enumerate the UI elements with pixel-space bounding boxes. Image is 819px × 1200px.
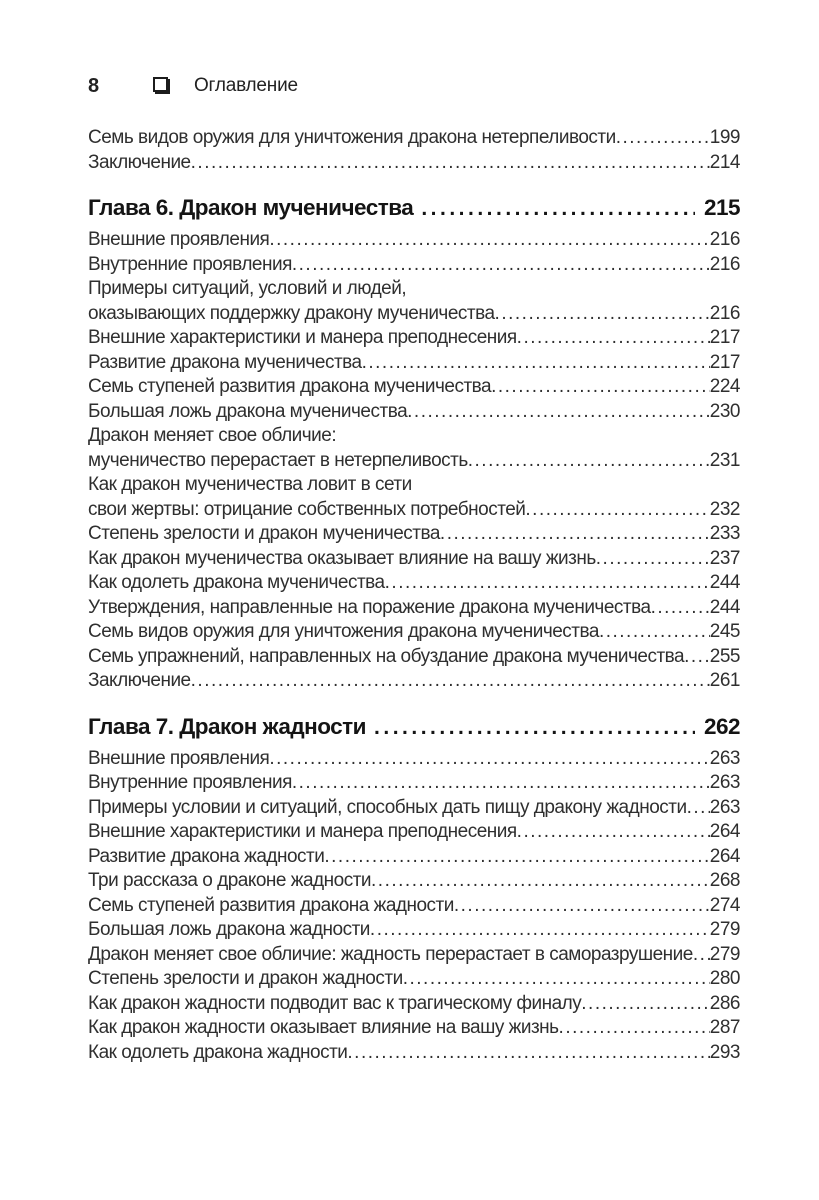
entry-label: Заключение: [88, 670, 191, 691]
dot-leader: [651, 596, 710, 621]
toc-entry-row: [88, 277, 740, 302]
entry-page: 255: [709, 645, 740, 667]
toc-entry-row: [88, 326, 740, 351]
entries-block: [88, 228, 740, 694]
dot-leader: [421, 193, 695, 224]
toc-entry-row: [88, 449, 740, 474]
entry-label: Семь ступеней развития дракона мученичества: [88, 376, 492, 397]
entry-label: Дракон меняет свое обличие: жадность перерастает в саморазрушение: [88, 943, 693, 965]
entry-label: Как одолеть дракона мученичества: [88, 572, 385, 593]
toc-entry-row: [88, 522, 740, 547]
dot-leader: [407, 400, 710, 425]
dot-leader: [374, 712, 695, 743]
chapter-page: 215: [703, 195, 740, 220]
toc-entry-row: [88, 1041, 740, 1066]
entry-page: 233: [709, 523, 740, 544]
chapter-label: Глава 6. Дракон мученичества: [88, 195, 414, 220]
entry-page: 214: [709, 151, 740, 173]
entry-page: 230: [709, 400, 740, 422]
entry-page: 244: [709, 596, 740, 618]
dot-leader: [191, 151, 710, 176]
entry-label: Внешние характеристики и манера преподнесения: [88, 327, 517, 348]
toc-entry-row: [88, 351, 740, 376]
dot-leader: [403, 967, 710, 992]
chapter-label: Глава 7. Дракон жадности: [88, 713, 367, 739]
entry-label: свои жертвы: отрицание собственных потребностей: [88, 498, 526, 520]
toc-entry-row: [88, 424, 740, 449]
entry-label: Примеры условии и ситуаций, способных дать пищу дракону жадности: [88, 796, 687, 818]
toc-entry-row: [88, 547, 740, 572]
entry-page: 237: [709, 547, 740, 569]
toc-entry-row: [88, 228, 740, 253]
toc-entry-row: [88, 669, 740, 694]
entry-label: Степень зрелости и дракон жадности: [88, 968, 403, 989]
dot-leader: [324, 845, 709, 870]
entry-label: Семь видов оружия для уничтожения дракона нетерпеливости: [88, 127, 616, 148]
entry-page: 264: [709, 845, 740, 867]
entry-label: Внешние проявления: [88, 229, 270, 250]
dot-leader: [468, 449, 710, 474]
entry-page: 264: [709, 821, 740, 842]
dot-leader: [292, 253, 710, 278]
entry-label: Как дракон мученичества ловит в сети: [88, 474, 412, 495]
entry-page: 261: [709, 670, 740, 691]
entry-page: 224: [709, 376, 740, 397]
dot-leader: [525, 498, 709, 523]
entry-page: 232: [709, 498, 740, 520]
entry-page: 263: [709, 747, 740, 769]
toc-entry-row: [88, 596, 740, 621]
dot-leader: [191, 669, 710, 694]
toc-entry-row: [88, 375, 740, 400]
entries-block: [88, 747, 740, 1066]
toc-entry-row: [88, 820, 740, 845]
entry-page: 216: [709, 302, 740, 324]
page-number: 8: [88, 74, 99, 97]
dot-leader: [454, 894, 710, 919]
entry-page: 216: [709, 229, 740, 250]
entry-label: Развитие дракона жадности: [88, 845, 325, 867]
entries-block: [88, 126, 740, 175]
toc-entry-row: [88, 894, 740, 919]
entry-page: 268: [709, 870, 740, 891]
entry-label: Большая ложь дракона мученичества: [88, 400, 408, 422]
dot-leader: [347, 1041, 709, 1066]
entry-label: Заключение: [88, 151, 191, 173]
dot-leader: [517, 820, 710, 845]
entry-page: 279: [709, 919, 740, 940]
toc-entry-row: [88, 1016, 740, 1041]
chapter-heading-row: [88, 712, 740, 743]
entry-page: 217: [709, 327, 740, 348]
entry-page: 274: [709, 894, 740, 916]
toc-entry-row: [88, 620, 740, 645]
dot-leader: [517, 326, 710, 351]
toc-entry-row: [88, 771, 740, 796]
toc-entry-row: [88, 645, 740, 670]
toc-content: [0, 74, 819, 1065]
dot-leader: [491, 375, 710, 400]
dot-leader: [693, 943, 710, 968]
dot-leader: [599, 620, 710, 645]
entry-page: 263: [709, 772, 740, 793]
dot-leader: [495, 302, 710, 327]
dot-leader: [269, 747, 709, 772]
entry-label: Как дракон мученичества оказывает влияние на вашу жизнь: [88, 547, 596, 569]
toc-entry-row: [88, 845, 740, 870]
entry-label: Семь упражнений, направленных на обуздание дракона мученичества: [88, 645, 685, 667]
toc-entry-row: [88, 992, 740, 1017]
toc-entry-row: [88, 967, 740, 992]
entry-page: 199: [709, 127, 740, 148]
entry-page: 293: [709, 1041, 740, 1063]
square-bullet-icon: [153, 77, 168, 92]
entry-page: 231: [709, 449, 740, 471]
chapter-heading-row: [88, 193, 740, 224]
entry-page: 280: [709, 968, 740, 989]
dot-leader: [385, 571, 710, 596]
chapter-page: 262: [703, 713, 740, 739]
entry-label: Внутренние проявления: [88, 772, 292, 793]
entry-label: Три рассказа о драконе жадности: [88, 870, 372, 891]
entry-page: 244: [709, 572, 740, 593]
header-title: Оглавление: [193, 75, 298, 96]
toc-entry-row: [88, 796, 740, 821]
entry-label: Большая ложь дракона жадности: [88, 919, 370, 940]
toc-entry-row: [88, 571, 740, 596]
entry-label: Внешние характеристики и манера преподнесения: [88, 821, 517, 842]
entry-page: 216: [709, 253, 740, 275]
entry-page: 245: [709, 621, 740, 642]
dot-leader: [440, 522, 710, 547]
entry-label: Как одолеть дракона жадности: [88, 1041, 348, 1063]
toc-entry-row: [88, 400, 740, 425]
dot-leader: [370, 918, 710, 943]
entry-label: мученичество перерастает в нетерпеливость: [88, 449, 468, 471]
entry-label: Степень зрелости и дракон мученичества: [88, 523, 440, 544]
dot-leader: [559, 1016, 710, 1041]
dot-leader: [292, 771, 710, 796]
dot-leader: [687, 796, 710, 821]
entry-label: Развитие дракона мученичества: [88, 351, 362, 373]
toc-entry-row: [88, 151, 740, 176]
toc-entry-row: [88, 253, 740, 278]
dot-leader: [684, 645, 710, 670]
toc-entry-row: [88, 302, 740, 327]
dot-leader: [269, 228, 709, 253]
toc-entry-row: [88, 747, 740, 772]
entry-label: Примеры ситуаций, условий и людей,: [88, 278, 407, 299]
toc-entry-row: [88, 498, 740, 523]
toc-entry-row: [88, 918, 740, 943]
entry-label: Внутренние проявления: [88, 253, 292, 275]
entry-label: Как дракон жадности оказывает влияние на вашу жизнь: [88, 1017, 559, 1038]
entry-label: Семь ступеней развития дракона жадности: [88, 894, 454, 916]
entry-page: 287: [709, 1017, 740, 1038]
entry-page: 263: [709, 796, 740, 818]
entry-label: Дракон меняет свое обличие:: [88, 425, 337, 446]
entry-label: оказывающих поддержку дракону мученичества: [88, 302, 495, 324]
entry-label: Утверждения, направленные на поражение дракона мученичества: [88, 596, 651, 618]
dot-leader: [596, 547, 710, 572]
entry-label: Как дракон жадности подводит вас к трагическому финалу: [88, 992, 582, 1014]
entry-label: Внешние проявления: [88, 747, 270, 769]
toc-entry-row: [88, 126, 740, 151]
running-header: [88, 74, 740, 98]
dot-leader: [371, 869, 710, 894]
dot-leader: [616, 126, 710, 151]
dot-leader: [362, 351, 710, 376]
toc-entry-row: [88, 869, 740, 894]
toc-entry-row: [88, 473, 740, 498]
entry-page: 286: [709, 992, 740, 1014]
entry-page: 279: [709, 943, 740, 965]
toc-body: [88, 126, 740, 1065]
entry-page: 217: [709, 351, 740, 373]
toc-entry-row: [88, 943, 740, 968]
dot-leader: [581, 992, 710, 1017]
entry-label: Семь видов оружия для уничтожения дракона мученичества: [88, 621, 599, 642]
